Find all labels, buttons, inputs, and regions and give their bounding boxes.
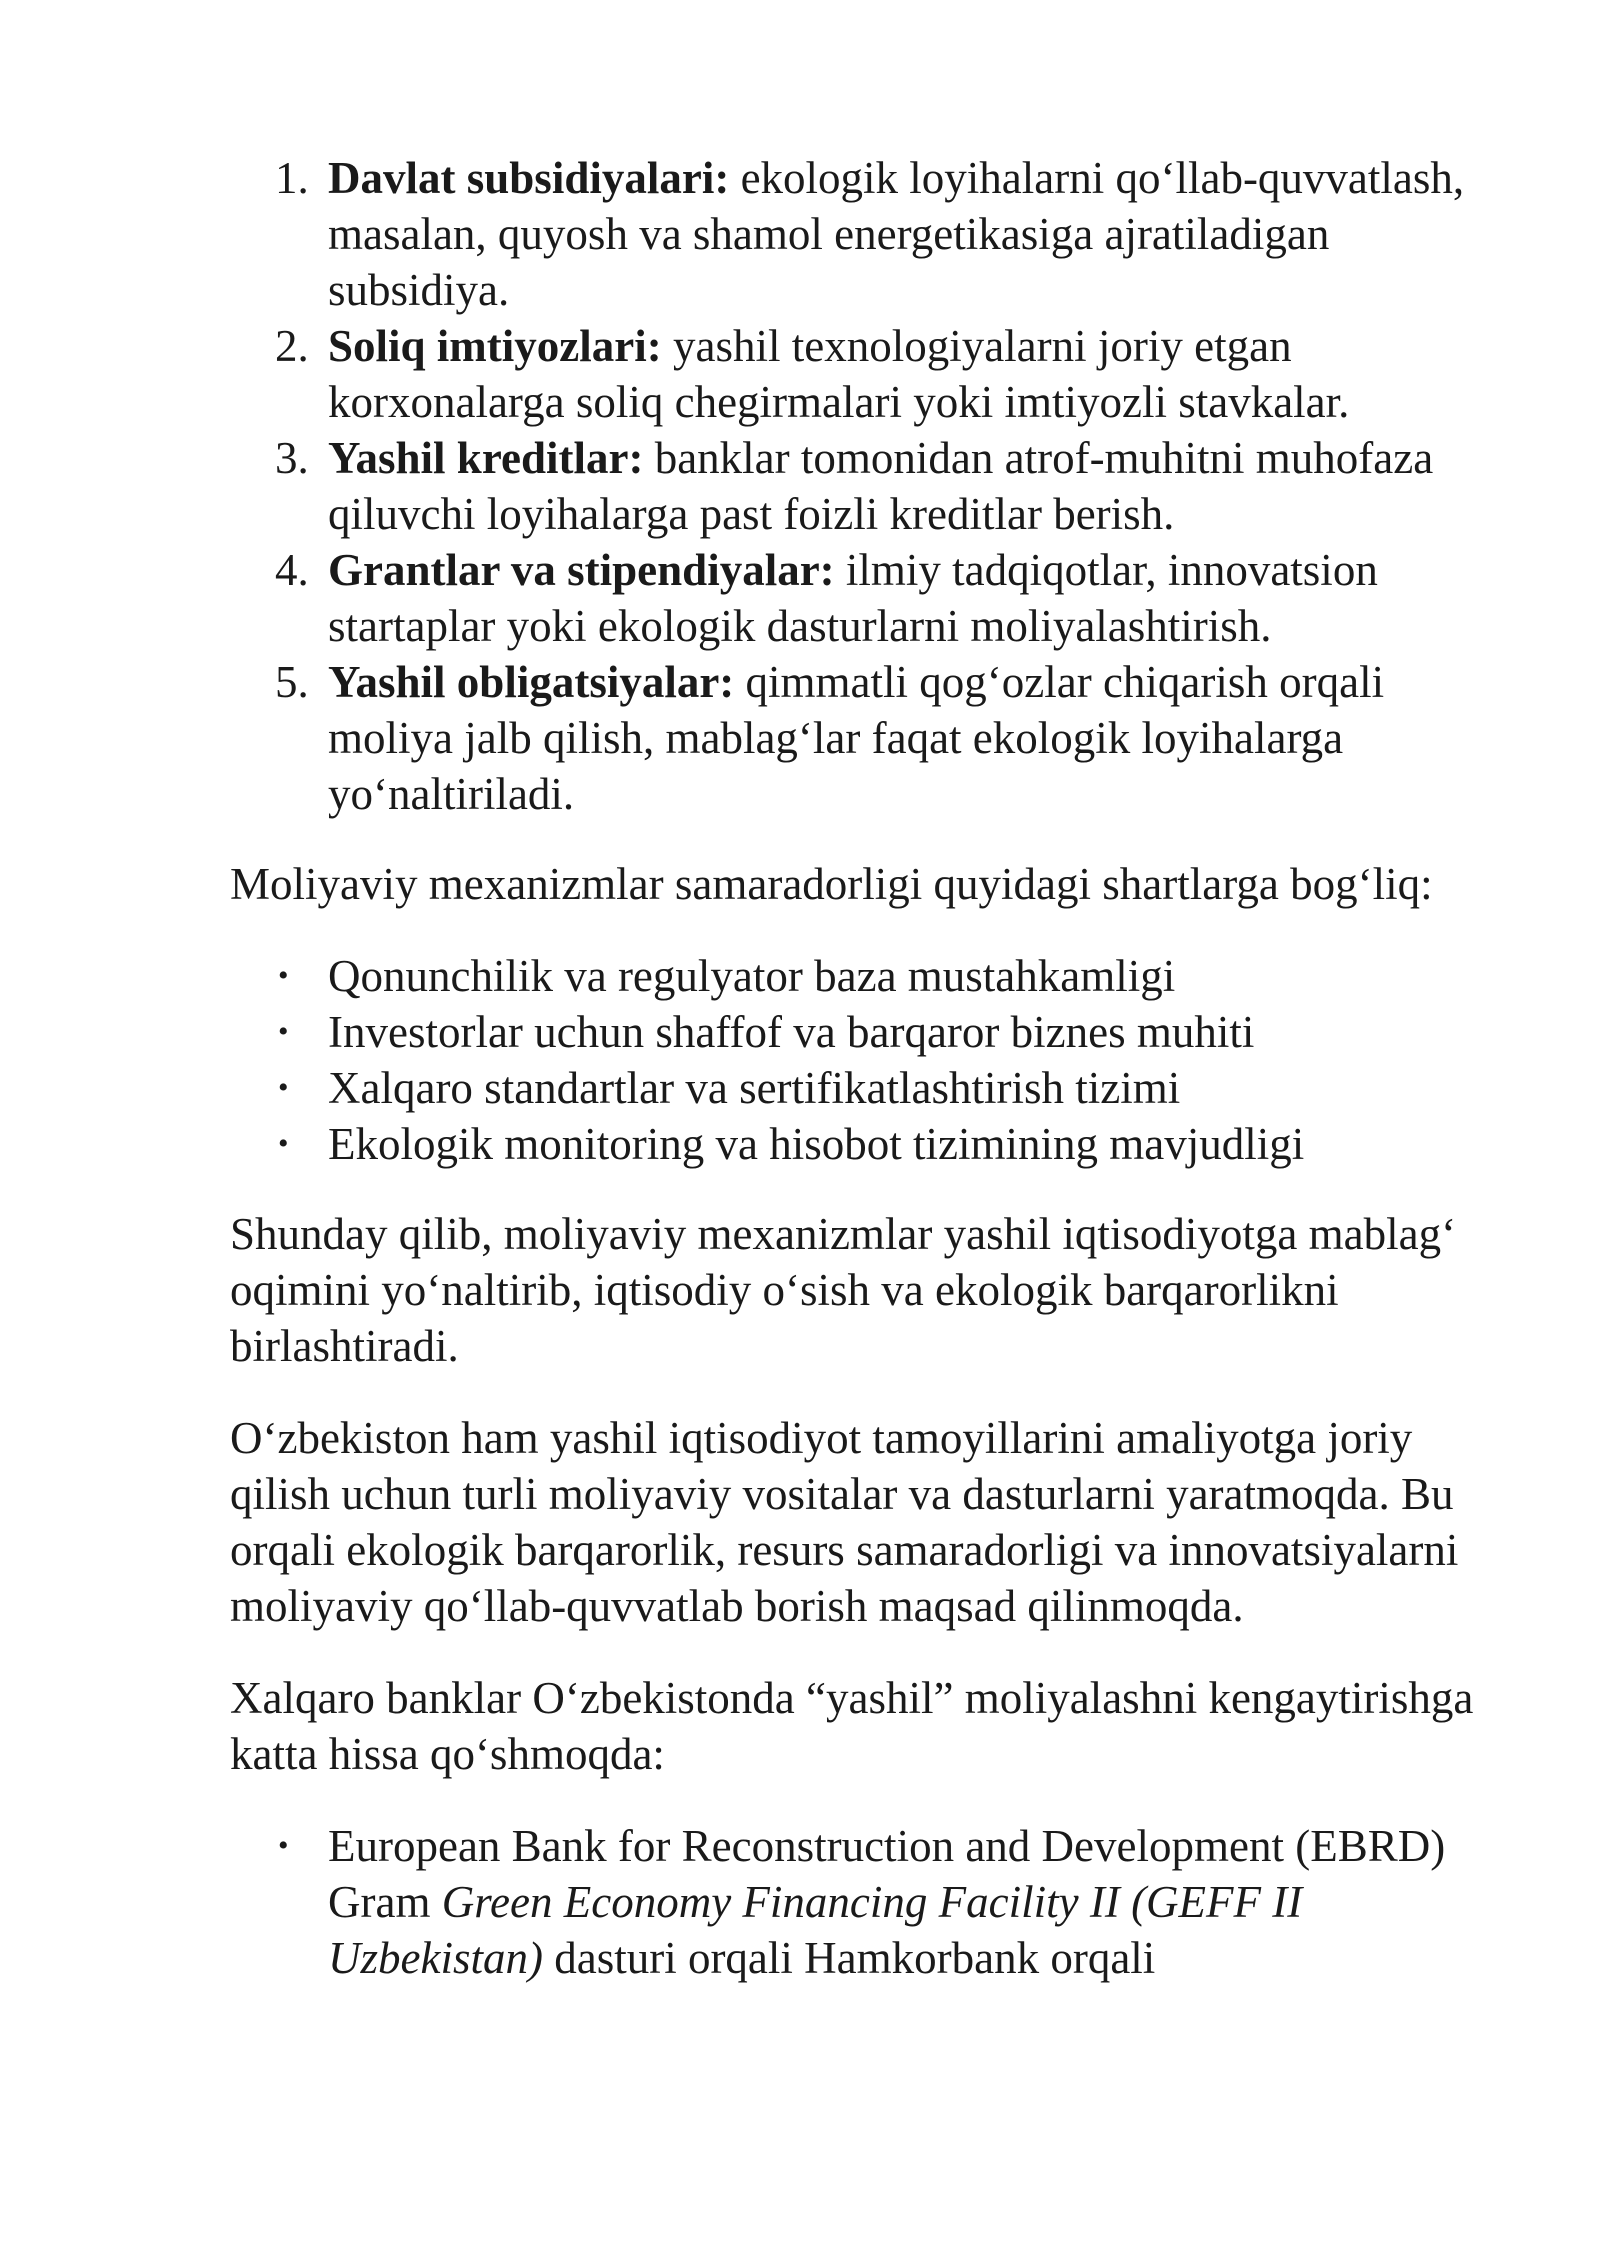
list-text-italic: Green Economy Financing Facility II (GEFF II Uzbekistan) [328, 1877, 1303, 1983]
bullet-icon: • [278, 1015, 289, 1048]
list-text: ekologik loyihalarni qo‘llab-quvvatlash, masalan, quyosh va shamol energetikasiga ajratiladigan subsidiya. [328, 153, 1465, 315]
list-number: 3. [275, 433, 309, 483]
list-item [275, 150, 1490, 318]
list-term: Yashil obligatsiyalar: [328, 657, 735, 707]
list-item [278, 1818, 1490, 1986]
list-text: ilmiy tadqiqotlar, innovatsion startaplar yoki ekologik dasturlarni moliyalashtirish. [328, 545, 1378, 651]
list-text: dasturi orqali Hamkorbank orqali [542, 1933, 1156, 1983]
bullet-icon: • [278, 1071, 289, 1104]
list-item [278, 1060, 1490, 1116]
paragraph: Moliyaviy mexanizmlar samaradorligi quyidagi shartlarga bog‘liq: [230, 859, 1433, 909]
list-item [275, 318, 1490, 430]
list-text: Ekologik monitoring va hisobot tizimining mavjudligi [328, 1119, 1305, 1169]
list-term: Grantlar va stipendiyalar: [328, 545, 835, 595]
bullet-icon: • [278, 1127, 289, 1160]
list-text: yashil texnologiyalarni joriy etgan korxonalarga soliq chegirmalari yoki imtiyozli stavkalar. [328, 321, 1350, 427]
list-item [275, 430, 1490, 542]
list-term: Davlat subsidiyalari: [328, 153, 730, 203]
list-item [278, 1004, 1490, 1060]
paragraph: O‘zbekiston ham yashil iqtisodiyot tamoyillarini amaliyotga joriy qilish uchun turli moliyaviy vositalar va dasturlarni yaratmoqda. Bu orqali ekologik barqarorlik, resurs samaradorligi va innovatsiyalarni moliyaviy qo‘llab-quvvatlab borish maqsad qilinmoqda. [230, 1413, 1459, 1631]
paragraph: Xalqaro banklar O‘zbekistonda “yashil” moliyalashni kengaytirishga katta hissa qo‘shmoqda: [230, 1673, 1474, 1779]
list-number: 5. [275, 657, 309, 707]
list-item [278, 1116, 1490, 1172]
list-term: Soliq imtiyozlari: [328, 321, 662, 371]
list-number: 4. [275, 545, 309, 595]
list-number: 2. [275, 321, 309, 371]
bullet-icon: • [278, 959, 289, 992]
list-text: banklar tomonidan atrof-muhitni muhofaza qiluvchi loyihalarga past foizli kreditlar berish. [328, 433, 1434, 539]
document-page [230, 150, 1490, 1986]
numbered-list [230, 150, 1490, 822]
bullet-icon: • [278, 1829, 289, 1862]
list-term: Yashil kreditlar: [328, 433, 644, 483]
list-text: qimmatli qog‘ozlar chiqarish orqali moliya jalb qilish, mablag‘lar faqat ekologik loyihalarga yo‘naltiriladi. [328, 657, 1385, 819]
list-item [275, 542, 1490, 654]
list-number: 1. [275, 153, 309, 203]
bullet-list [230, 1818, 1490, 1986]
list-text: Investorlar uchun shaffof va barqaror biznes muhiti [328, 1007, 1255, 1057]
bullet-list [230, 948, 1490, 1172]
list-item [278, 948, 1490, 1004]
list-text: Xalqaro standartlar va sertifikatlashtirish tizimi [328, 1063, 1181, 1113]
list-item [275, 654, 1490, 822]
list-text: European Bank for Reconstruction and Development (EBRD) Gram [328, 1821, 1446, 1927]
list-text: Qonunchilik va regulyator baza mustahkamligi [328, 951, 1176, 1001]
paragraph: Shunday qilib, moliyaviy mexanizmlar yashil iqtisodiyotga mablag‘ oqimini yo‘naltirib, iqtisodiy o‘sish va ekologik barqarorlikni birlashtiradi. [230, 1209, 1457, 1371]
